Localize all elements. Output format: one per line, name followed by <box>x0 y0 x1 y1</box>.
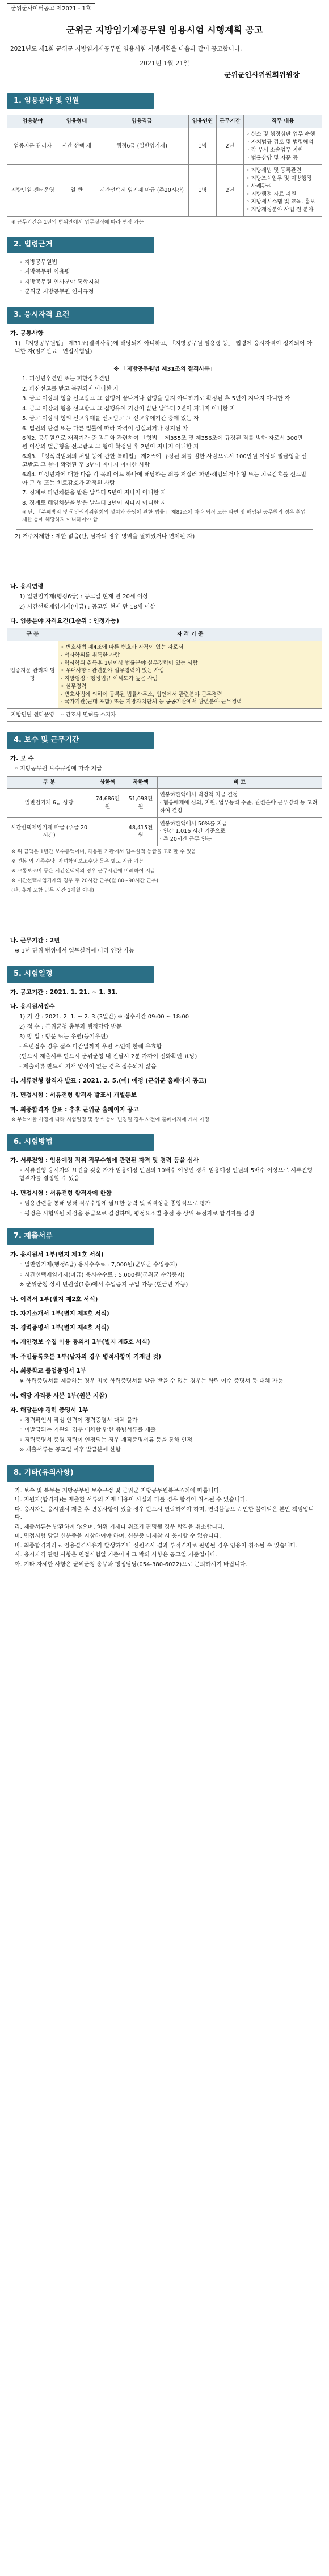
section-1-title: 1. 임용분야 및 인원 <box>7 93 154 110</box>
law-item: ◦ 지방공무원법 <box>19 259 58 266</box>
doc-self-intro: 다. 자기소개서 1부(별지 제3호 서식) <box>10 1310 109 1317</box>
pay-table <box>7 776 322 846</box>
qual-item: ◦ 우대사항 : 관련분야 실무경력이 있는 사람 <box>61 668 164 674</box>
application-item: - 우편접수 경우 접수 마감일까지 우편 소인에 한해 유효함 <box>19 1043 162 1050</box>
table-header: 상한액 <box>91 776 124 789</box>
application-heading: 나. 응시원서접수 <box>10 1002 55 1010</box>
announcement-period: 가. 공고기간 : 2021. 1. 21. ~ 1. 31. <box>10 988 118 996</box>
law-item: ◦ 지방공무원 인사분야 통합지침 <box>19 279 100 286</box>
career-note: ◦ 미발급되는 기관의 경우 대체할 만한 증빙서류를 제출 <box>19 1427 156 1434</box>
table-header: 임용형태 <box>58 115 95 128</box>
pay-max: 74,686천원 <box>91 789 124 817</box>
disqualification-item: 6의3. 「성폭력범죄의 처벌 등에 관한 특례법」 제2조에 규정된 죄를 범한 사람으로서 100만원 이상의 벌금형을 선고받고 그 형이 확정된 후 3년이 지나지 아니한 사람 <box>22 454 307 468</box>
law-item: ◦ 군위군 지방공무원 인사규정 <box>19 289 94 296</box>
cell-duty: ◦ 신소 및 행정심판 업무 수행 ◦ 자치법규 검토 및 법령해석 ◦ 각 부서 소송업무 지원 ◦ 법률상담 및 자문 등 <box>243 128 322 165</box>
disqualification-item: 3. 금고 이상의 형을 선고받고 그 집행이 끝나거나 집행을 받지 아니하기로 확정된 후 5년이 지나지 아니한 자 <box>22 396 290 402</box>
table-row <box>7 165 322 217</box>
pay-footnote: ※ 위 금액은 1년간 보수총액이며, 채용된 기관에서 업무실적 등급을 고려할 수 있음 <box>11 849 196 855</box>
qual-item: - 학사학위 취득후 1년이상 법률분야 실무경력이 있는 사람 <box>61 660 198 666</box>
qual-item: - 석사학위를 취득한 사람 <box>61 652 120 658</box>
age-item: 2) 시간선택제임기제(마급) : 공고일 현재 만 18세 이상 <box>19 603 155 610</box>
qualification-heading: 다. 임용분야 자격요건(1순위 : 인정가능) <box>10 618 119 625</box>
qual-item: ◦ 실무경력 <box>61 683 87 690</box>
table-header: 하한액 <box>124 776 157 789</box>
disqualification-box <box>16 360 313 530</box>
table-header: 구 분 <box>7 776 91 789</box>
section-6-title: 6. 시험방법 <box>7 1134 154 1151</box>
table-row <box>7 709 322 722</box>
cell-field: 지방민원 센터운영 <box>7 165 58 217</box>
common-requirements-heading: 가. 공통사항 <box>10 329 44 337</box>
section-8-title: 8. 기타(유의사항) <box>7 1465 154 1482</box>
section-7-title: 7. 제출서류 <box>7 1228 154 1245</box>
qual-name: 지방민원 센터운영 <box>7 709 58 722</box>
interview-schedule: 라. 면접시험 : 서류전형 합격자 발표시 개별통보 <box>10 1092 137 1099</box>
notice-date: 2021년 1월 21일 <box>140 59 189 67</box>
final-result: 마. 최종합격자 발표 : 추후 군위군 홈페이지 공고 <box>10 1106 139 1113</box>
disqualification-item: 2. 파산선고를 받고 복권되지 아니한 자 <box>22 385 119 392</box>
age-item: 1) 일반임기제(행정6급) : 공고일 현재 만 20세 이상 <box>19 594 148 601</box>
disqualification-note: ※ 단, 「부패방지 및 국민권익위원회의 설치와 운영에 관한 법률」 제82조에 따라 퇴직 또는 파면 및 해임된 공무원의 경우 취업제한 등에 해당하지 아니하여야 함 <box>22 510 306 523</box>
disqualification-item: 6의4. 미성년자에 대한 다음 각 목의 어느 하나에 해당하는 죄를 저질러 파면·해임되거나 형 또는 치료감호를 선고받아 그 형 또는 치료감호가 확정된 사람 <box>22 472 307 486</box>
application-item: (반드시 제출서류 반드시 군위군청 내 전달시 2분 가까이 전화확인 요망) <box>19 1054 197 1060</box>
pay-max <box>91 817 124 846</box>
disqualification-item: 4. 금고 이상의 형을 선고받고 그 집행유예 기간이 끝난 날부터 2년이 지나지 아니한 자 <box>22 405 236 412</box>
career-note: ◦ 경력증명서 증명 경력이 인정되는 경우 재직증명서류 등을 통해 인정 <box>19 1437 192 1444</box>
qual-criteria <box>58 709 322 722</box>
application-item: - 제출서류 반드시 기재 양식이 없는 경우 접수되지 않음 <box>19 1063 157 1070</box>
interview-item: ◦ 평정은 시험위원 채점을 등급으로 결정하며, 평정요소별 총점 중 상위 득점자로 합격자를 결정 <box>19 1210 255 1217</box>
pay-note: 연봉하한액에서 50%를 지급 · 연간 1,016 시간 기준으로 · 주 20시간 근무 연봉 <box>157 817 322 846</box>
pay-note: 연봉하한액에서 적정액 지급 결정 · 협봉에제에 심의, 지원, 업무능력 수준, 관련분야 근무경력 등 고려하여 결정 <box>157 789 322 817</box>
interview-item: ◦ 임용관련을 통해 당해 직무수행에 필요한 능력 및 적격성을 종합적으로 평가 <box>19 1201 211 1207</box>
section-1-note: ※ 근무기간은 1년의 범위안에서 업무실적에 따라 연장 가능 <box>11 219 144 225</box>
table-header: 임용분야 <box>7 115 58 128</box>
qual-name: 업종지문 관리자 담당 <box>7 641 58 709</box>
doc-career-cert: 라. 경력증명서 1부(별지 제4호 서식) <box>10 1324 109 1332</box>
doc-graduation-cert: 사. 최종학교 졸업증명서 1부 <box>10 1367 86 1374</box>
career-note: ◦ 경력확인서 작성 인력이 경력증명서 대체 불가 <box>19 1417 138 1424</box>
residence-requirement: 2) 거주지제한 : 제한 없음(단, 남자의 경우 병역을 필하였거나 면제된 자) <box>15 534 195 540</box>
career-note: ※ 제출서류는 공고일 이후 발급분에 한함 <box>19 1447 121 1454</box>
notice-item: 다. 응시자는 응시원서 제출 후 변동사항이 있을 경우 반드시 연락하여야 하며, 연락불능으로 인한 불이익은 본인 책임입니다. <box>15 1506 314 1521</box>
pay-footnote: ※ 시간선택제임기제의 경우 주 20시간 근무(월 80~90시간 근무) <box>11 878 159 884</box>
table-row <box>7 789 322 817</box>
law-item: ◦ 지방공무원 임용령 <box>19 269 70 276</box>
pay-footnote: ※ 연봉 외 가족수당, 자녀학비보조수당 등은 별도 지급 가능 <box>11 858 144 865</box>
cell-duty: ◦ 지방세법 및 등록관련 ◦ 지방조치업무 및 지방행정 ◦ 사례관리 ◦ 지방행정 자료 지원 ◦ 지방세시스템 및 교육, 홍보 ◦ 지방재정분야 사업 전 분야 <box>243 165 322 217</box>
fee-item: ◦ 일반임기제(행정6급) 응시수수료 : 7,000원(군위군 수입증지) <box>19 1262 178 1269</box>
recruitment-table <box>7 115 322 216</box>
disqualification-item: 7. 징계로 파면처분을 받은 날부터 5년이 지나지 아니한 자 <box>22 490 166 497</box>
age-heading: 나. 응시연령 <box>10 582 44 590</box>
section-4-title: 4. 보수 및 근무기간 <box>7 732 154 749</box>
pay-footnote: (단, 휴게 포함 근무 시간 1개월 이내) <box>11 888 94 894</box>
table-header: 임용인원 <box>189 115 216 128</box>
disqualification-item: 6. 법원의 판결 또는 다른 법률에 따라 자격이 상실되거나 정지된 자 <box>22 425 188 432</box>
table-header: 자 격 기 준 <box>58 628 322 641</box>
qual-criteria <box>58 641 322 709</box>
table-header: 직무 내용 <box>243 115 322 128</box>
schedule-note: ※ 부득이한 사정에 따라 시험일정 및 장소 등이 변경될 경우 사전에 홈페이지에 게시 예정 <box>11 1117 210 1123</box>
notice-item: 라. 제출서류는 반환하지 않으며, 허위 기재나 위조가 판명될 경우 합격을 취소합니다. <box>15 1524 225 1530</box>
notice-item: 아. 기타 자세한 사항은 군위군청 총무과 행정담당(054-380-6022)으로 문의하시기 바랍니다. <box>15 1561 247 1568</box>
doc-resident-abstract: 바. 주민등록초본 1부(남자의 경우 병적사항이 기재된 것) <box>10 1353 161 1360</box>
disqualification-item: 1. 피성년후견인 또는 피한정후견인 <box>22 376 110 383</box>
table-row <box>7 817 322 846</box>
notice-item: 마. 면접시험 당일 신분증을 지참하여야 하며, 신분증 미지참 시 응시할 수 없습니다. <box>15 1533 221 1540</box>
table-header: 비 고 <box>157 776 322 789</box>
doc-field-career: 자. 해당분야 경력 증명서 1부 <box>10 1406 88 1413</box>
law-list <box>7 259 322 297</box>
pay-name: 시간선택제임기제 마급 (주급 20시간) <box>7 817 91 846</box>
section-3-title: 3. 응시자격 요건 <box>7 307 154 324</box>
notice-item: 가. 보수 및 복무는 지방공무원 보수규정 및 군위군 지방공무원복무조례에 따릅니다. <box>15 1487 221 1494</box>
cell-grade: 행정6급 (일반임기제) <box>95 128 189 165</box>
fee-item: ※ 군위군청 상시 민원실(1층)에서 수입증지 구입 가능 (현금만 가능) <box>19 1282 188 1289</box>
notice-signer: 군위군인사위원회위원장 <box>224 70 300 79</box>
page-title: 군위군 지방임기제공무원 임용시험 시행계획 공고 <box>66 24 263 35</box>
cell-field: 업종지문 관리자 <box>7 128 58 165</box>
disqualification-item: 6의2. 공무원으로 재직기간 중 직무와 관련하여 「형법」 제355조 및 제356조에 규정된 죄를 범한 자로서 300만원 이상의 벌금형을 선고받고 그 형이 확정된 후 2년이 지나지 아니한 자 <box>22 435 303 450</box>
intro-text: 2021년도 제1회 군위군 지방임기제공무원 임용시험 시행계획을 다음과 같이 공고합니다. <box>10 45 242 52</box>
qual-item: - 국가기관(군대 포함) 또는 지방자치단체 등 공공기관에서 관련분야 근무경력 <box>61 699 242 706</box>
period-note: ※ 1년 단위 범위에서 업무실적에 따라 연장 가능 <box>15 948 134 955</box>
qual-item: - 지방행정 · 행정법규 이해도가 높은 사람 <box>61 676 158 682</box>
application-item: 1) 기 간 : 2021. 2. 1. ~ 2. 3.(3일간) ※ 접수시간 09:00 ~ 18:00 <box>19 1014 189 1021</box>
qual-item: ◦ 간호사 면허를 소지자 <box>61 712 116 719</box>
table-header: 근무기간 <box>216 115 243 128</box>
qualification-table <box>7 628 322 722</box>
disqualification-item: 5. 금고 이상의 형의 선고유예를 선고받고 그 선고유예기간 중에 있는 자 <box>22 416 199 422</box>
pay-footnote: ※ 교통보조비 등은 시간선택제의 경우 근무시간에 비례하여 지급 <box>11 869 155 875</box>
doc-license-copy: 아. 해당 자격증 사본 1부(원본 지참) <box>10 1392 108 1399</box>
period-heading: 나. 근무기간 : 2년 <box>10 937 60 945</box>
notice-item: 나. 지원자(합격자)는 제출한 서류의 기재 내용이 사실과 다를 경우 합격이 취소될 수 있습니다. <box>15 1497 247 1504</box>
section-5-title: 5. 시험일정 <box>7 966 154 983</box>
disqualification-title: ※ 「지방공무원법 제31조의 결격사유」 <box>113 366 216 372</box>
document-screening-heading: 가. 서류전형 : 임용예정 직위 직무수행에 관련된 자격 및 경력 등을 심사 <box>10 1156 199 1164</box>
notice-item: 바. 최종합격자라도 임용결격사유가 발생하거나 신원조사 결과 부적격자로 판명될 경우 임용이 취소될 수 있습니다. <box>15 1542 298 1549</box>
qual-item: - 변호사법에 의하여 등록된 법률사무소, 법인에서 관련분야 근무경력 <box>61 691 222 698</box>
table-header: 구 분 <box>7 628 58 641</box>
table-row <box>7 128 322 165</box>
cell-type: 시간 선택 제 <box>58 128 95 165</box>
doc-privacy-consent: 마. 개인정보 수집 이용 동의서 1부(별지 제5호 서식) <box>10 1339 150 1346</box>
interview-heading: 나. 면접시험 : 서류전형 합격자에 한함 <box>10 1189 112 1197</box>
table-header: 임용직급 <box>95 115 189 128</box>
cell-period: 2년 <box>216 128 243 165</box>
cell-count: 1명 <box>189 165 216 217</box>
pay-min: 51,098천원 <box>124 789 157 817</box>
common-requirements-text: 1) 「지방공무원법」 제31조(결격사유)에 해당되지 아니하고, 「지방공무원 임용령 등」 법령에 응시자격이 정지되어 아니한 자(임기만료 · 면접시험일) <box>15 340 313 355</box>
doc-application-form: 가. 응시원서 1부(별지 제1호 서식) <box>10 1251 104 1258</box>
pay-text: ◦ 지방공무원 보수규정에 따라 지급 <box>15 766 102 773</box>
application-item: 2) 접 수 : 군위군청 총무과 행정담당 방문 <box>19 1023 122 1030</box>
fee-item: ◦ 시간선택제임기제(마급) 응시수수료 : 5,000원(군위군 수입증지) <box>19 1272 185 1278</box>
document-screening-result: 다. 서류전형 합격자 발표 : 2021. 2. 5.(예) 예정 (군위군 홈페이지 공고) <box>10 1077 207 1085</box>
section-2-title: 2. 법령근거 <box>7 237 154 253</box>
table-row <box>7 641 322 709</box>
pay-name: 일반임기제 6급 상당 <box>7 789 91 817</box>
cell-grade: 시간선택제 임기제 마급 (주20시간) <box>95 165 189 217</box>
notice-item: 사. 응시자격 관련 사항은 면접시험일 기준이며 그 밖의 사항은 공고일 기준입니다. <box>15 1552 217 1559</box>
cell-period: 2년 <box>216 165 243 217</box>
screening-item: ◦ 서류전형 응시자의 요건을 갖춘 자가 임용예정 인원의 10배수 이상인 경우 임용예정 인원의 5배수 이상으로 서류전형 합격자를 결정할 수 있음 <box>19 1167 313 1182</box>
pay-min: 48,415천원 <box>124 817 157 846</box>
pay-heading: 가. 보 수 <box>10 754 34 762</box>
cell-type: 일 반 <box>58 165 95 217</box>
application-item: 3) 방 법 : 방문 또는 우편(등기우편) <box>19 1034 108 1041</box>
graduation-note: ※ 학력증명서를 제출하는 경우 최종 학력증명서를 발급 받을 수 없는 경우는 학력 이수 증명서 등 대체 가능 <box>19 1378 283 1385</box>
doc-resume: 나. 이력서 1부(별지 제2호 서식) <box>10 1295 98 1303</box>
qual-item: ◦ 변호사법 제4조에 따른 변호사 자격이 있는 자로서 <box>61 644 184 651</box>
cell-count: 1명 <box>189 128 216 165</box>
disqualification-item: 8. 징계로 해임처분을 받은 날부터 3년이 지나지 아니한 자 <box>22 500 166 506</box>
notice-number: 군위군사이버공고 제2021 - 1호 <box>7 3 95 15</box>
